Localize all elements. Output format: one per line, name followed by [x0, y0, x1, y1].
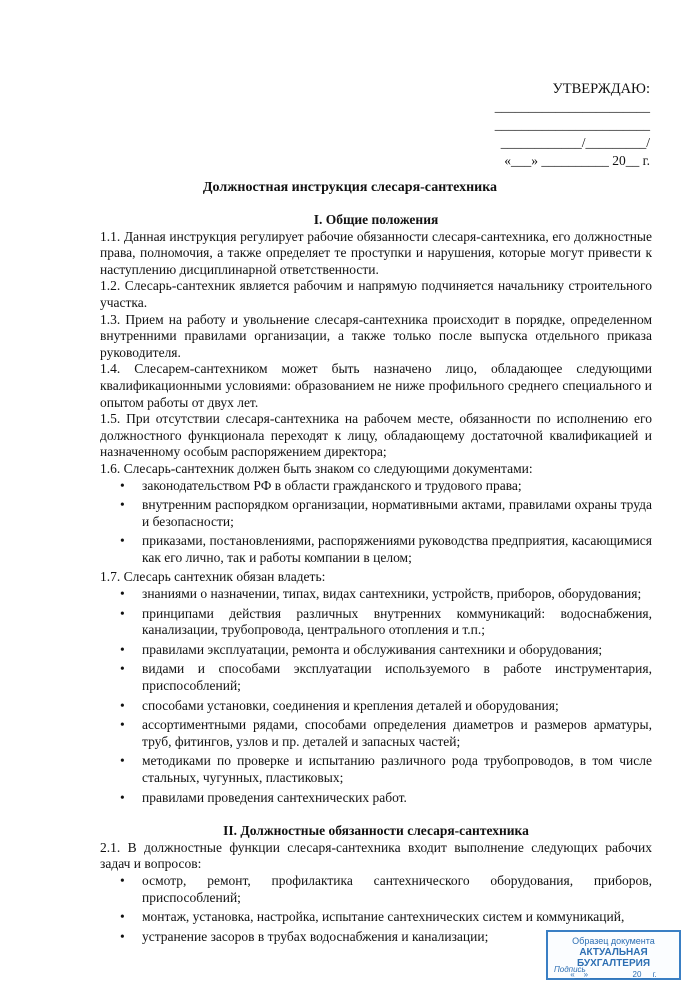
approval-signature-line: ____________/_________/	[500, 135, 650, 150]
stamp-brand: АКТУАЛЬНАЯ БУХГАЛТЕРИЯ	[576, 947, 651, 969]
list-item: • устранение засоров в трубах водоснабжения и канализации;	[120, 928, 489, 944]
bullet-icon: •	[120, 533, 125, 549]
bullet-icon: •	[120, 641, 125, 657]
approval-line: _______________________	[494, 117, 650, 132]
list-item: • принципами действия различных внутренних коммуникаций: водоснабжения, канализации, трубопровода, центрального отопления и т.п.;	[120, 605, 652, 638]
section-2-title: II. Должностные обязанности слесаря-сантехника	[223, 823, 529, 839]
approval-line: _______________________	[494, 99, 650, 114]
list-1-6	[100, 478, 652, 567]
paragraph-1-4: 1.4. Слесарем-сантехником может быть назначено лицо, обладающее следующими квалификационными условиями: образованием не ниже профильного среднего специального и опытом работы от двух лет.	[100, 361, 652, 410]
section-1-title: I. Общие положения	[313, 212, 439, 227]
approval-block	[490, 80, 650, 170]
bullet-icon: •	[120, 497, 125, 513]
stamp-label: Образец документа	[572, 936, 655, 946]
paragraph-1-5: 1.5. При отсутствии слесаря-сантехника на рабочем месте, обязанности по исполнению его должностного функционала переходят к лицу, обладающему достаточной квалификацией и назначенному особым распоряжением директора;	[100, 411, 652, 460]
bullet-icon: •	[120, 789, 125, 805]
bullet-icon: •	[120, 872, 125, 888]
list-item: • методиками по проверке и испытанию различного рода трубопроводов, в том числе стальных, чугунных, пластиковых;	[120, 753, 652, 785]
paragraph-1-1: 1.1. Данная инструкция регулирует рабочие обязанности слесаря-сантехника, его должностные права, полномочия, а также определяет те проступки и нарушения, которые могут привести к наступлению дисциплинарной ответственности.	[100, 228, 652, 277]
paragraph-1-2: 1.2. Слесарь-сантехник является рабочим и напрямую подчиняется начальнику строительного участка.	[100, 278, 652, 310]
bullet-icon: •	[120, 661, 125, 677]
list-item: • правилами эксплуатации, ремонта и обслуживания сантехники и оборудования;	[120, 641, 603, 657]
paragraph-1-7: 1.7. Слесарь сантехник обязан владеть:	[100, 569, 326, 585]
stamp-signature: Подпись	[554, 965, 586, 974]
bullet-icon: •	[120, 605, 125, 621]
list-1-7	[100, 586, 652, 806]
stamp-date: «__» _________ 20__ г.	[570, 970, 657, 979]
list-item: • ассортиментными рядами, способами определения диаметров и размеров арматуры, труб, фитингов, узлов и пр. деталей и запасных частей;	[120, 717, 652, 749]
sample-document-stamp	[546, 930, 681, 980]
document-title: Должностная инструкция слесаря-сантехника	[202, 180, 498, 195]
bullet-icon: •	[120, 909, 125, 925]
bullet-icon: •	[120, 586, 125, 602]
bullet-icon: •	[120, 697, 125, 713]
list-item: • правилами проведения сантехнических работ.	[120, 789, 407, 805]
bullet-icon: •	[120, 477, 125, 493]
approval-title: УТВЕРЖДАЮ:	[552, 81, 650, 97]
list-item: • осмотр, ремонт, профилактика сантехнического оборудования, приборов, приспособлений;	[120, 872, 652, 905]
list-item: • законодательством РФ в области гражданского и трудового права;	[120, 477, 522, 493]
paragraph-1-3: 1.3. Прием на работу и увольнение слесаря-сантехника происходит в порядке, определенном внутренними правилами организации, а также только после выпуска отдельного приказа руководителя.	[100, 311, 652, 360]
paragraph-2-1: 2.1. В должностные функции слесаря-сантехника входит выполнение следующих рабочих задач и вопросов:	[100, 839, 652, 872]
bullet-icon: •	[120, 928, 125, 944]
paragraph-1-6: 1.6. Слесарь-сантехник должен быть знаком со следующими документами:	[100, 460, 533, 476]
document-body	[100, 212, 652, 948]
list-item: • видами и способами эксплуатации используемого в работе инструментария, приспособлений;	[120, 661, 652, 694]
bullet-icon: •	[120, 753, 125, 769]
list-item: • монтаж, установка, настройка, испытание сантехнических систем и коммуникаций,	[120, 909, 625, 925]
list-item: • внутренним распорядком организации, нормативными актами, правилами охраны труда и безопасности;	[120, 497, 652, 529]
list-item: • приказами, постановлениями, распоряжениями руководства предприятия, касающимися как его лично, так и работы компании в целом;	[120, 533, 652, 565]
approval-date-line: «___» __________ 20__ г.	[504, 153, 650, 168]
list-item: • способами установки, соединения и крепления деталей и оборудования;	[120, 697, 559, 713]
bullet-icon: •	[120, 717, 125, 733]
list-item: • знаниями о назначении, типах, видах сантехники, устройств, приборов, оборудования;	[120, 586, 642, 602]
